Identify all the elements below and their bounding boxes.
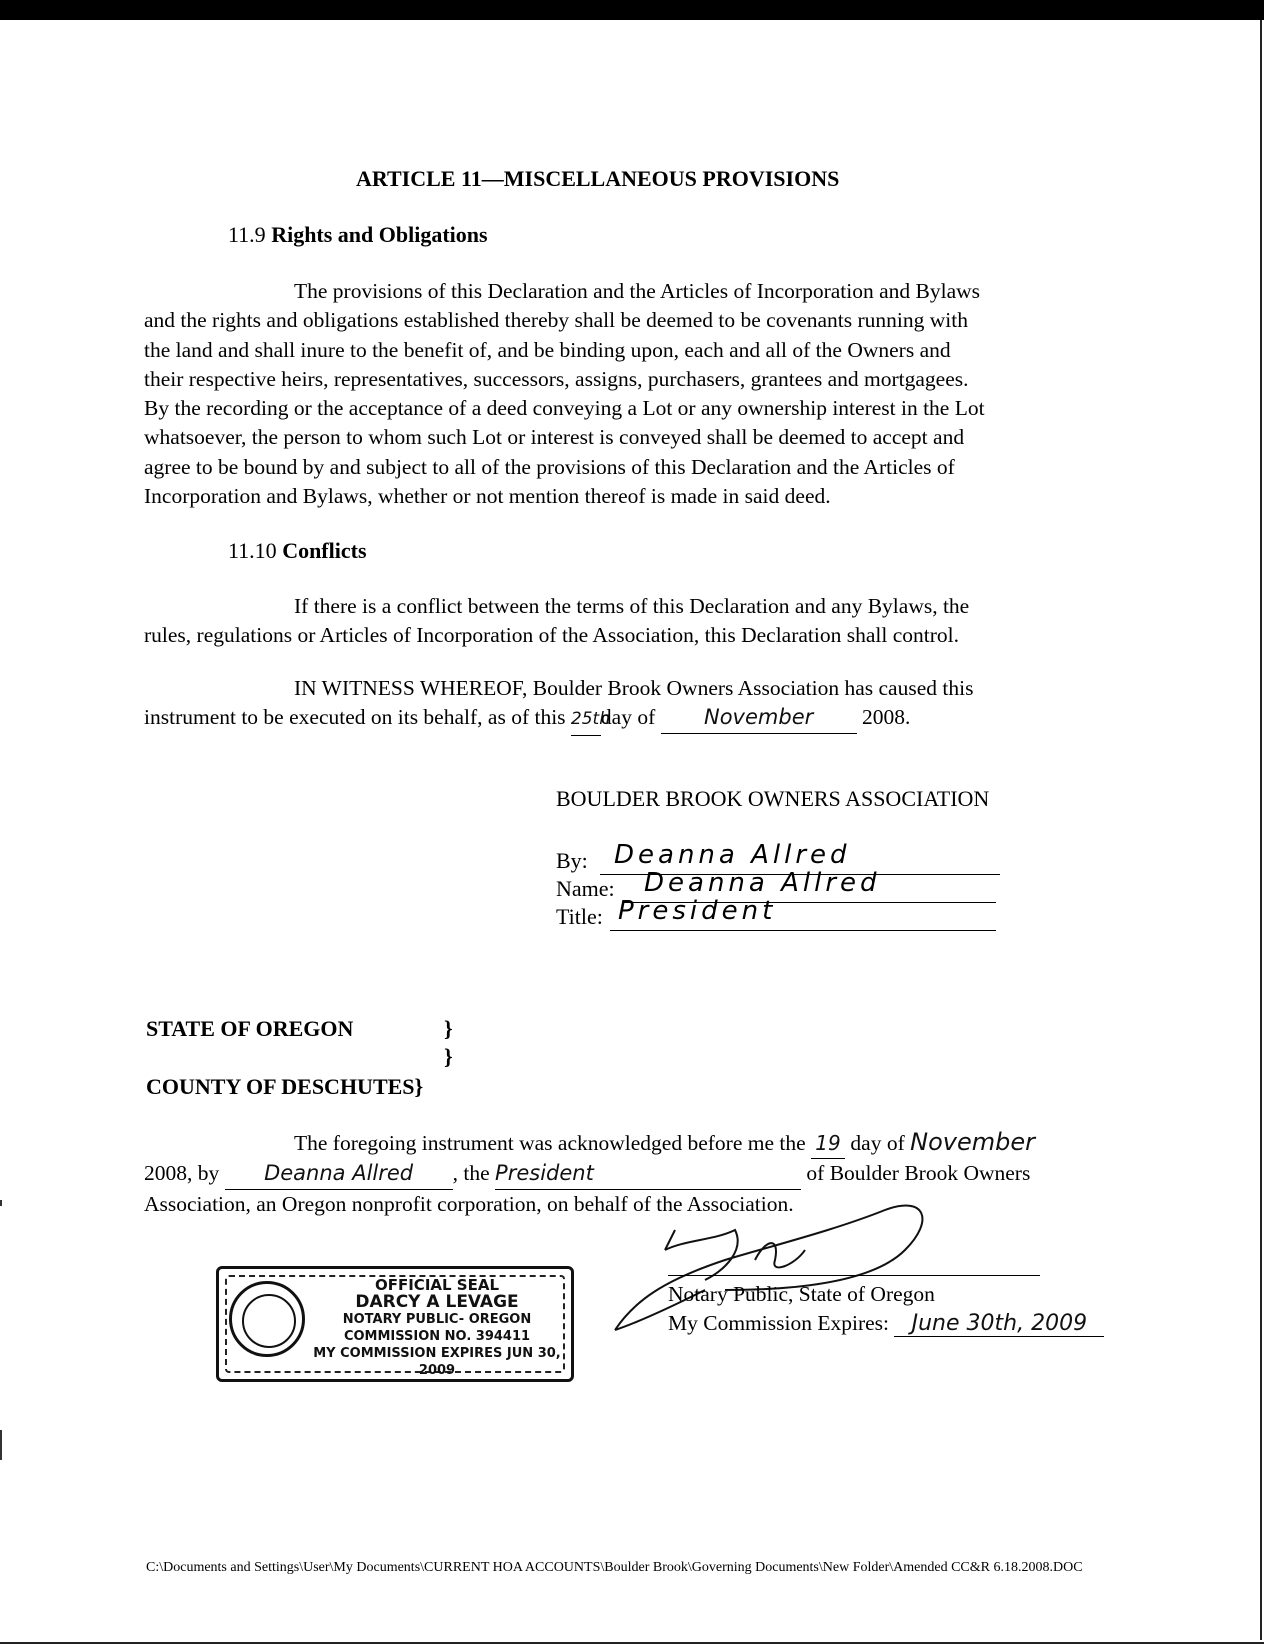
section-11-9-heading	[228, 222, 488, 248]
name-value: Deanna Allred	[644, 868, 881, 898]
scan-bottom-edge	[0, 1642, 1264, 1644]
ack-line	[144, 1128, 1164, 1159]
title-value: President	[618, 896, 777, 926]
paragraph-line: If there is a conflict between the terms of this Declaration and any Bylaws, the	[294, 594, 970, 618]
section-11-10-heading	[228, 538, 367, 564]
section-title: Conflicts	[282, 538, 367, 563]
witness-clause	[144, 674, 1104, 736]
oregon-seal-icon	[229, 1281, 305, 1357]
ack-text: , the	[452, 1161, 490, 1186]
stamp-line: DARCY A LEVAGE	[355, 1292, 519, 1312]
file-path-footer: C:\Documents and Settings\User\My Documents\CURRENT HOA ACCOUNTS\Boulder Brook\Governing Documents\New Folder\Amended CC&R 6.18.2008.DOC	[146, 1560, 1083, 1575]
paragraph-line: and the rights and obligations established thereby shall be deemed to be covenants running with	[144, 308, 968, 333]
witness-year: 2008.	[862, 705, 911, 730]
title-label: Title:	[556, 904, 603, 929]
scan-speck	[0, 1200, 2, 1206]
name-label: Name:	[556, 876, 615, 901]
stamp-line: OFFICIAL SEAL	[374, 1276, 500, 1294]
county-text: COUNTY OF DESCHUTES	[146, 1074, 415, 1099]
stamp-line: COMMISSION NO. 394411	[343, 1329, 531, 1344]
stamp-line: MY COMMISSION EXPIRES JUN 30, 2009	[313, 1346, 561, 1378]
witness-text: day of	[600, 705, 656, 730]
section-number: 11.9	[228, 222, 266, 247]
witness-text: instrument to be executed on its behalf, as of this	[144, 705, 566, 730]
ack-text: 2008, by	[144, 1161, 220, 1186]
section-number: 11.10	[228, 538, 277, 563]
notary-signature-line	[668, 1275, 1040, 1276]
paragraph-line: Incorporation and Bylaws, whether or not mention thereof is made in said deed.	[144, 484, 831, 509]
ack-text: The foregoing instrument was acknowledged before me the	[294, 1131, 806, 1155]
paragraph-line: the land and shall inure to the benefit of, and be binding upon, each and all of the Owners and	[144, 337, 951, 362]
title-line	[610, 896, 996, 931]
paragraph-line: By the recording or the acceptance of a deed conveying a Lot or any ownership interest in the Lot	[144, 396, 985, 421]
notary-seal-stamp	[216, 1266, 574, 1382]
venue-brace: }	[444, 1044, 453, 1069]
stamp-text	[309, 1277, 565, 1379]
scan-speck	[0, 1440, 2, 1450]
venue-state: STATE OF OREGON	[146, 1016, 354, 1041]
section-title: Rights and Obligations	[271, 222, 488, 247]
signature-name-row	[556, 868, 881, 904]
paragraph-line: agree to be bound by and subject to all of the provisions of this Declaration and the Articles of	[144, 454, 955, 479]
witness-line	[144, 703, 1104, 735]
by-label: By:	[556, 848, 588, 873]
ack-role: President	[495, 1159, 801, 1189]
scan-right-edge	[1260, 20, 1262, 1640]
stamp-line: NOTARY PUBLIC- OREGON	[342, 1312, 532, 1327]
ack-text: of Boulder Brook Owners	[806, 1161, 1031, 1186]
signatory-organization: BOULDER BROOK OWNERS ASSOCIATION	[556, 786, 990, 811]
article-heading: ARTICLE 11—MISCELLANEOUS PROVISIONS	[356, 166, 840, 191]
ack-line	[144, 1159, 1164, 1189]
paragraph-line: The provisions of this Declaration and the Articles of Incorporation and Bylaws	[294, 279, 981, 303]
paragraph-line: whatsoever, the person to whom such Lot or interest is conveyed shall be deemed to accept and	[144, 425, 965, 450]
signature-by-row	[556, 840, 851, 876]
witness-line: IN WITNESS WHEREOF, Boulder Brook Owners Association has caused this	[294, 676, 974, 700]
scan-top-border	[0, 0, 1264, 20]
ack-text: day of	[850, 1131, 905, 1155]
notary-title: Notary Public, State of Oregon	[668, 1282, 935, 1306]
section-11-10-body	[144, 592, 1104, 651]
paragraph-line: rules, regulations or Articles of Incorporation of the Association, this Declaration shall control.	[144, 623, 960, 648]
ack-month: November	[910, 1128, 1035, 1156]
witness-day: 25th	[571, 705, 601, 735]
ack-line: Association, an Oregon nonprofit corporation, on behalf of the Association.	[144, 1191, 794, 1216]
ack-day: 19	[811, 1129, 845, 1159]
paragraph-line: their respective heirs, representatives, successors, assigns, purchasers, grantees and mortgagees.	[144, 366, 969, 391]
venue-county	[146, 1074, 423, 1100]
witness-month: November	[661, 703, 857, 733]
venue-brace: }	[414, 1074, 424, 1099]
ack-by-name: Deanna Allred	[225, 1159, 453, 1189]
section-11-9-body	[144, 277, 1104, 511]
by-signature: Deanna Allred	[614, 840, 851, 870]
notary-expires	[668, 1311, 1104, 1337]
expires-label: My Commission Expires:	[668, 1311, 889, 1335]
venue-brace: }	[444, 1016, 453, 1041]
signature-title-row	[556, 896, 777, 932]
expires-value: June 30th, 2009	[894, 1311, 1104, 1337]
